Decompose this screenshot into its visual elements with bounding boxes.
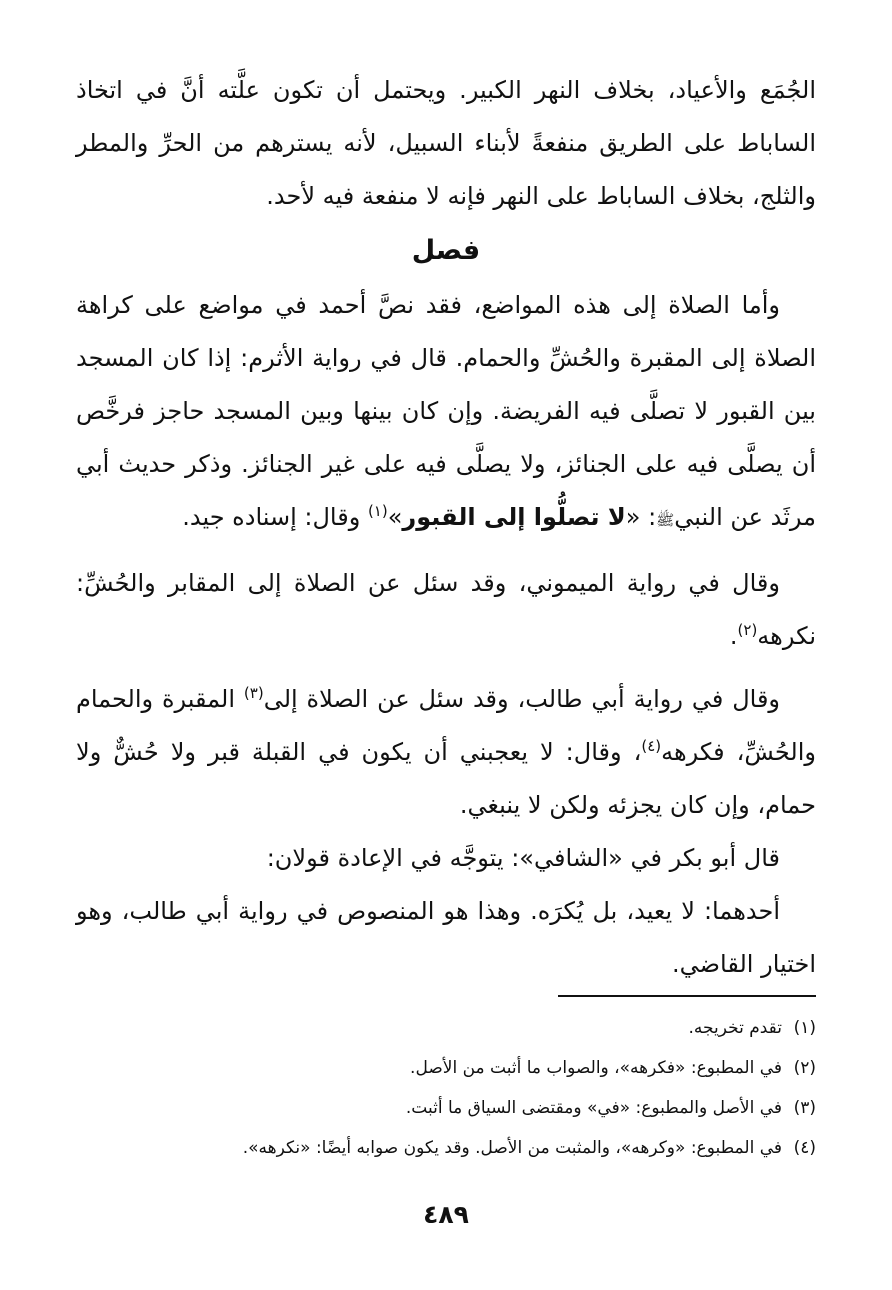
paragraph-3-text-a: وقال في رواية أبي طالب، وقد سئل عن الصلاة إلى xyxy=(263,685,781,713)
footnotes xyxy=(76,1008,816,1168)
footnote-4 xyxy=(76,1128,816,1168)
footnote-number: (٣) xyxy=(793,1098,816,1118)
footnote-number: (١) xyxy=(793,1018,816,1038)
footnote-3 xyxy=(76,1088,816,1128)
paragraph-2 xyxy=(76,557,816,663)
footnote-text: في المطبوع: «وكرهه»، والمثبت من الأصل. وقد يكون صوابه أيضًا: «نكرهه». xyxy=(242,1138,782,1158)
footnote-number: (٢) xyxy=(793,1058,816,1078)
paragraph-4: قال أبو بكر في «الشافي»: يتوجَّه في الإعادة قولان: xyxy=(266,844,780,872)
section-heading: فصل xyxy=(411,235,481,266)
paragraph-3-text-c: ، وقال: لا يعجبني أن يكون في القبلة قبر ولا حُشٌّ ولا حمام، وإن كان يجزئه ولكن لا ينبغي. xyxy=(76,738,816,819)
footnote-number: (٤) xyxy=(793,1138,816,1158)
footnote-1 xyxy=(76,1008,816,1048)
footnote-ref-4[interactable]: (٤) xyxy=(641,737,662,755)
paragraph-1 xyxy=(76,279,816,547)
quote-open: : « xyxy=(625,503,657,531)
hadith-quote: لا تصلُّوا إلى القبور xyxy=(402,503,626,531)
footnote-divider xyxy=(558,995,816,997)
paragraph-5: أحدهما: لا يعيد، بل يُكرَه. وهذا هو المنصوص في رواية أبي طالب، وهو اختيار القاضي. xyxy=(76,897,816,978)
footnote-text: في المطبوع: «فكرهه»، والصواب ما أثبت من الأصل. xyxy=(410,1058,782,1078)
paragraph-2-end: . xyxy=(729,622,738,650)
quote-close: » xyxy=(387,503,403,531)
paragraph-continuation: الجُمَع والأعياد، بخلاف النهر الكبير. ويحتمل أن تكون علَّته أنَّ في اتخاذ الساباط على الطريق منفعةً لأبناء السبيل، لأنه يسترهم من الحرِّ والمطر والثلج، بخلاف الساباط على النهر فإنه لا منفعة فيه لأحد. xyxy=(76,76,816,210)
paragraph-1-end: وقال: إسناده جيد. xyxy=(182,503,368,531)
footnote-2 xyxy=(76,1048,816,1088)
paragraph-2-text: وقال في رواية الميموني، وقد سئل عن الصلاة إلى المقابر والحُشِّ: نكرهه xyxy=(76,569,816,650)
footnote-ref-1[interactable]: (١) xyxy=(367,502,388,520)
footnote-text: في الأصل والمطبوع: «في» ومقتضى السياق ما أثبت. xyxy=(405,1098,782,1118)
footnote-ref-2[interactable]: (٢) xyxy=(737,621,758,639)
footnote-ref-3[interactable]: (٣) xyxy=(243,684,264,702)
footnote-text: تقدم تخريجه. xyxy=(688,1018,782,1038)
paragraph-1-text: وأما الصلاة إلى هذه المواضع، فقد نصَّ أحمد في مواضع على كراهة الصلاة إلى المقبرة والحُشِّ والحمام. قال في رواية الأثرم: إذا كان المسجد بين القبور لا تصلَّى فيه الفريضة. وإن كان بينها وبين المسجد حاجز فرخَّص أن يصلَّى فيه على الجنائز، ولا يصلَّى فيه على غير الجنائز. وذكر حديث أبي مرثَد عن النبي xyxy=(76,291,816,531)
paragraph-3-text-b: المقبرة والحمام والحُشِّ، فكرهه xyxy=(76,685,816,766)
salutation-glyph: ﷺ xyxy=(656,511,675,529)
page-number: ٤٨٩ xyxy=(423,1200,469,1229)
paragraph-3 xyxy=(76,673,816,832)
main-text xyxy=(76,64,816,991)
